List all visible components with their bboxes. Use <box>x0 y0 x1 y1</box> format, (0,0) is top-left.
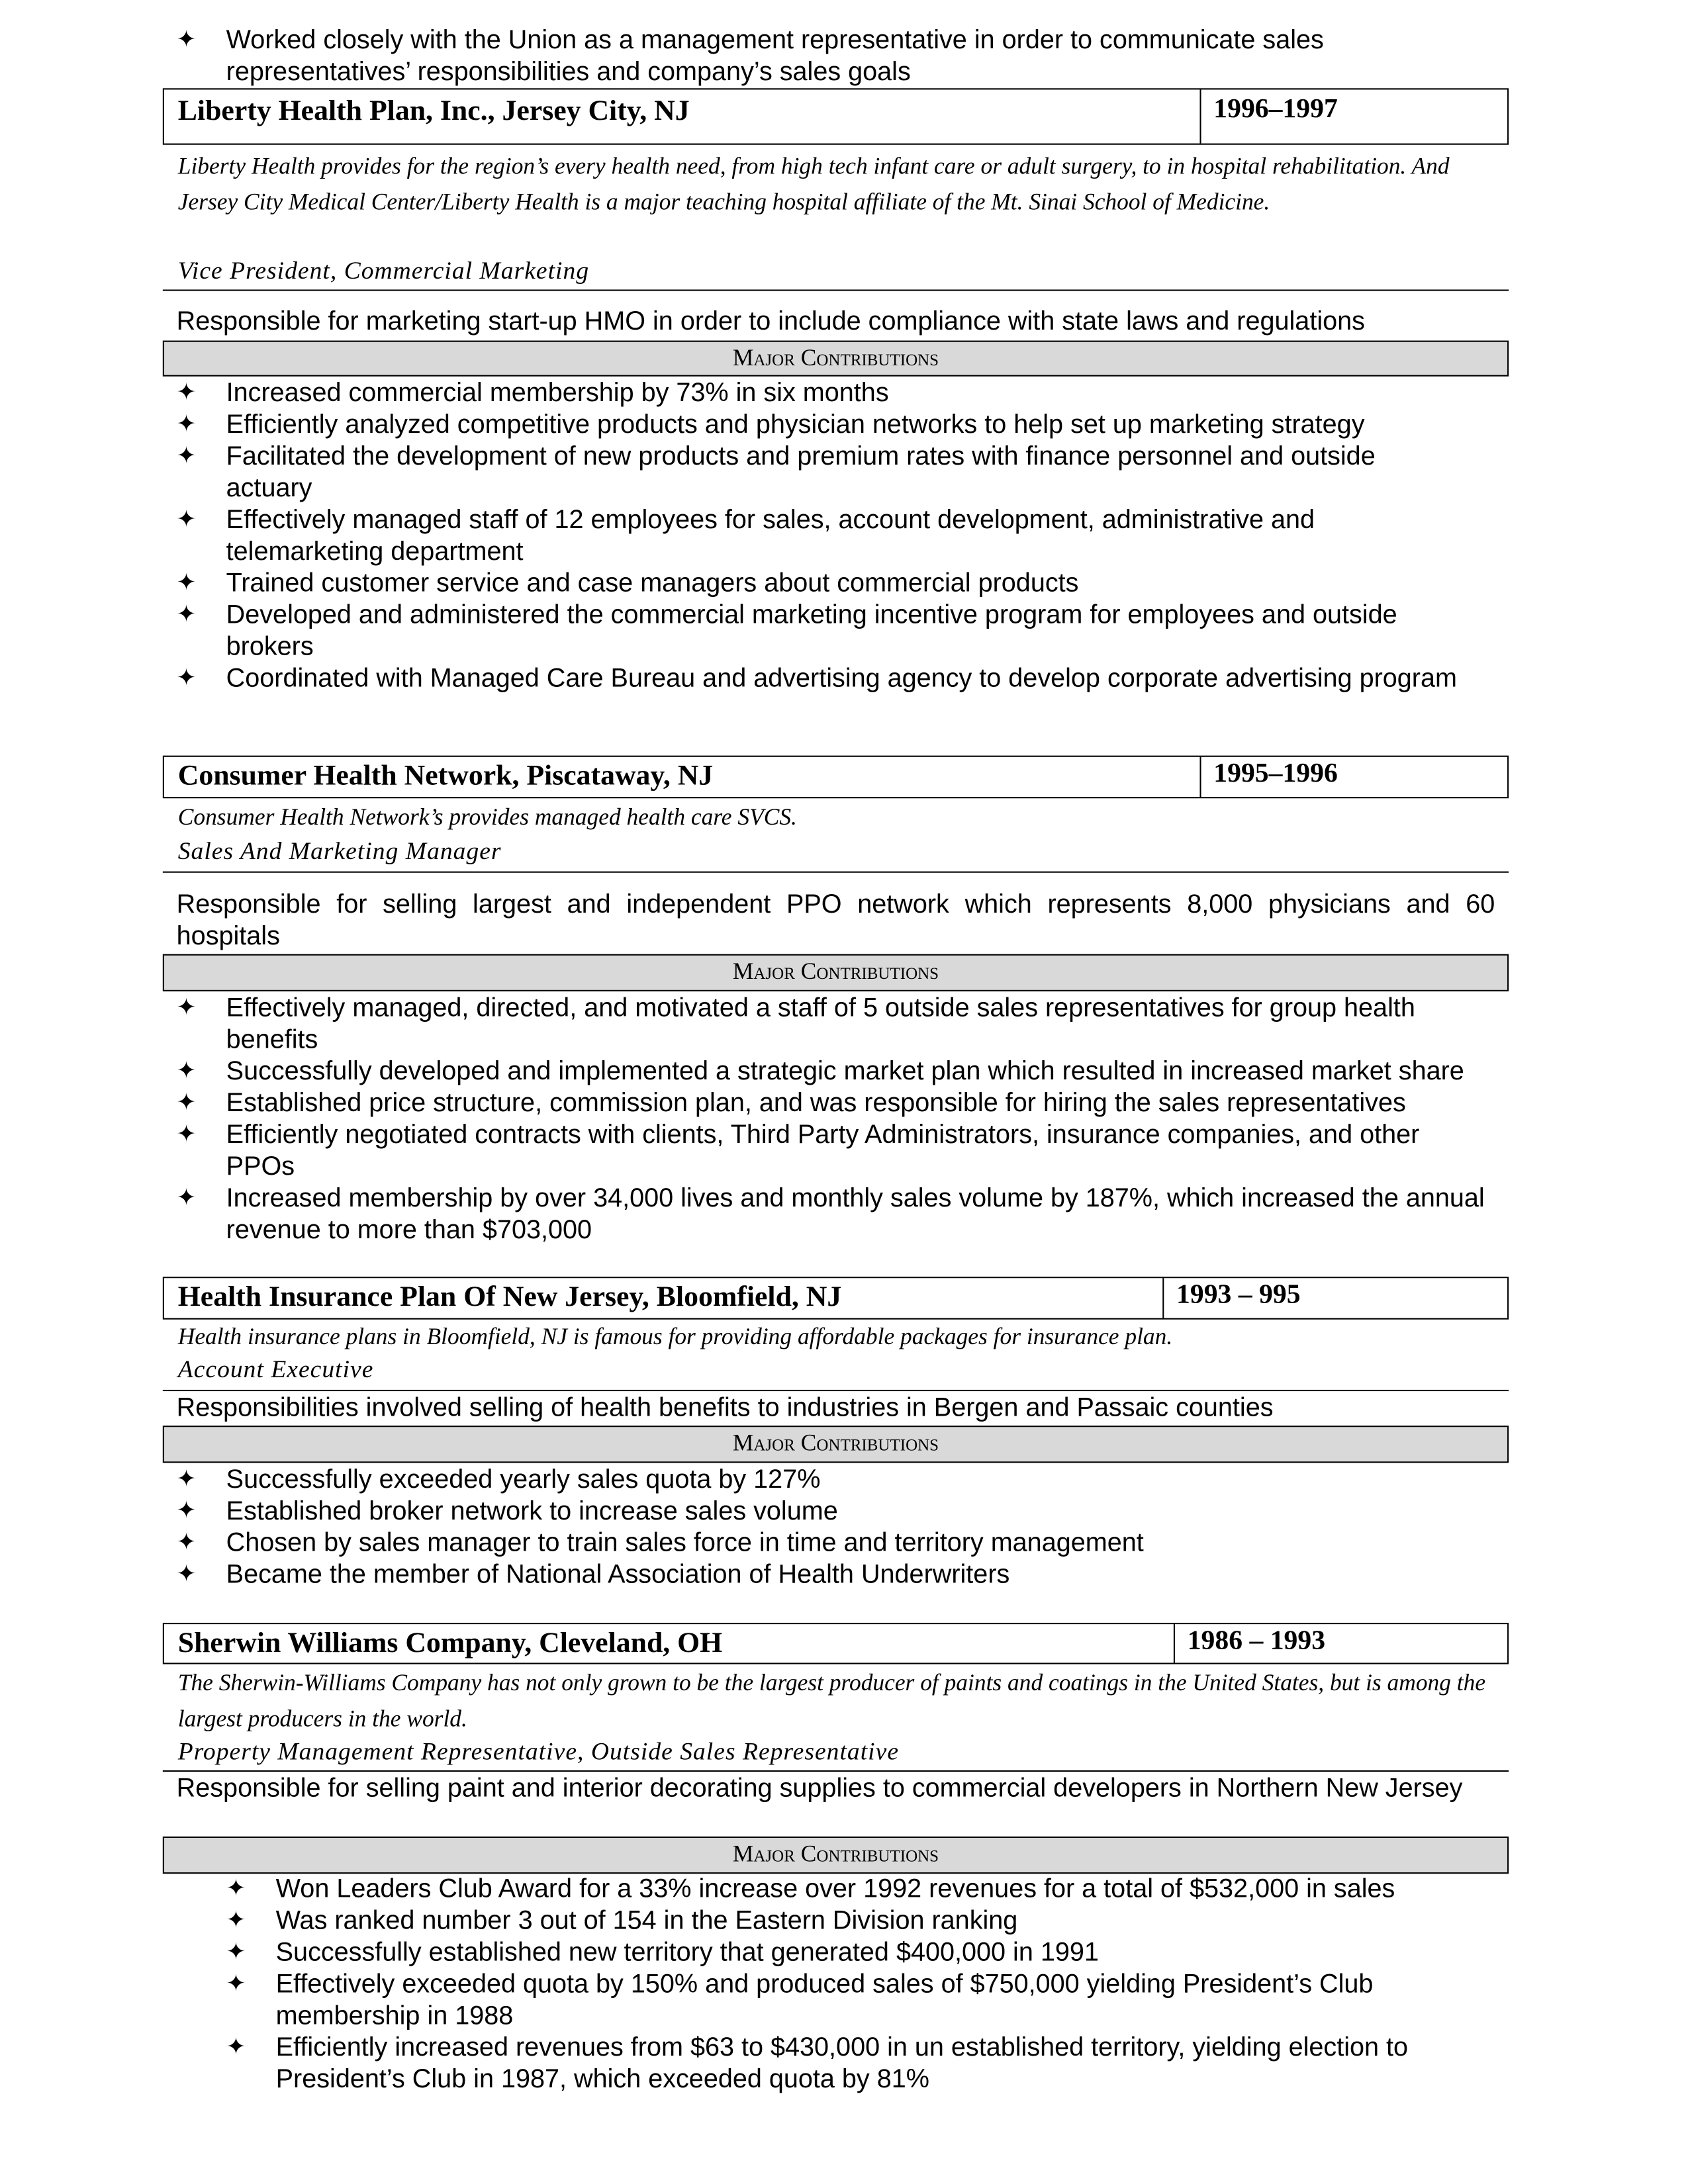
bullet-icon: ✦ <box>176 1184 197 1212</box>
company-name: Health Insurance Plan Of New Jersey, Bloomfield, NJ <box>177 1279 842 1313</box>
list-item: Chosen by sales manager to train sales force in time and territory management <box>226 1529 1144 1559</box>
company-description: The Sherwin-Williams Company has not only grown to be the largest producer of paints and coatings in the United States, but is among the largest producers in the world. <box>177 1669 1486 1731</box>
employment-dates: 1993 – 995 <box>1176 1279 1301 1310</box>
bullet-icon: ✦ <box>226 2033 246 2062</box>
list-item: Successfully exceeded yearly sales quota by 127% <box>226 1465 821 1495</box>
bullet-icon: ✦ <box>176 506 197 534</box>
job-title: Property Management Representative, Outside Sales Representative <box>177 1737 900 1765</box>
list-item: Coordinated with Managed Care Bureau and advertising agency to develop corporate advertising program <box>226 664 1457 694</box>
job-header-box <box>163 1623 1509 1664</box>
employment-dates: 1996–1997 <box>1213 93 1338 124</box>
responsibility: Responsible for selling paint and interior decorating supplies to commercial developers in Northern New Jersey <box>176 1774 1463 1803</box>
list-item: Increased membership by over 34,000 lives and monthly sales volume by 187%, which increased the annual revenue to more than $703,000 <box>226 1184 1485 1246</box>
column-divider <box>1162 1278 1164 1318</box>
list-item: Facilitated the development of new products and premium rates with finance personnel and outside actuary <box>226 442 1376 504</box>
list-item: Developed and administered the commercial marketing incentive program for employees and outside brokers <box>226 601 1397 662</box>
major-contributions-header: Major Contributions <box>163 1837 1509 1874</box>
bullet-icon: ✦ <box>176 569 197 598</box>
bullet-icon: ✦ <box>176 1089 197 1117</box>
bullet-icon: ✦ <box>226 1875 246 1903</box>
list-item: Increased commercial membership by 73% in six months <box>226 379 889 408</box>
bullet-icon: ✦ <box>176 26 197 54</box>
bullet-icon: ✦ <box>176 1497 197 1525</box>
list-item: Efficiently negotiated contracts with clients, Third Party Administrators, insurance companies, and other PPOs <box>226 1120 1420 1182</box>
company-name: Sherwin Williams Company, Cleveland, OH <box>177 1625 723 1659</box>
divider <box>163 872 1509 873</box>
divider <box>163 1770 1509 1772</box>
bullet-icon: ✦ <box>176 1561 197 1588</box>
responsibility: Responsibilities involved selling of health benefits to industries in Bergen and Passaic counties <box>176 1394 1274 1423</box>
list-item: Trained customer service and case managers about commercial products <box>226 569 1079 599</box>
list-item: Effectively exceeded quota by 150% and produced sales of $750,000 yielding President’s Club membership in 1988 <box>275 1970 1374 2031</box>
column-divider <box>1174 1624 1175 1662</box>
list-item: Became the member of National Association of Health Underwriters <box>226 1561 1010 1590</box>
responsibility: Responsible for selling largest and independent PPO network which represents 8,000 physicians and 60 hospitals <box>176 890 1495 952</box>
list-item: Worked closely with the Union as a management representative in order to communicate sales representatives’ responsibilities and company’s sales goals <box>226 26 1324 87</box>
column-divider <box>1199 757 1201 797</box>
company-description: Liberty Health provides for the region’s every health need, from high tech infant care or adult surgery, to in hospital rehabilitation. And Jersey City Medical Center/Liberty Health is a major teaching hospital affiliate of the Mt. Sinai School of Medicine. <box>177 153 1450 214</box>
bullet-icon: ✦ <box>176 1529 197 1557</box>
company-name: Liberty Health Plan, Inc., Jersey City, NJ <box>177 93 690 127</box>
divider <box>163 289 1509 291</box>
bullet-icon: ✦ <box>176 1120 197 1149</box>
divider <box>163 1390 1509 1391</box>
list-item: Efficiently analyzed competitive products and physician networks to help set up marketing strategy <box>226 410 1365 440</box>
bullet-icon: ✦ <box>176 410 197 439</box>
job-header-box <box>163 88 1509 144</box>
bullet-icon: ✦ <box>176 601 197 629</box>
job-header-box <box>163 1277 1509 1320</box>
bullet-icon: ✦ <box>226 1907 246 1934</box>
bullet-icon: ✦ <box>176 379 197 407</box>
list-item: Effectively managed, directed, and motivated a staff of 5 outside sales representatives for group health benefits <box>226 994 1415 1055</box>
major-contributions-header: Major Contributions <box>163 1426 1509 1463</box>
list-item: Efficiently increased revenues from $63 to $430,000 in un established territory, yielding election to President’s Club in 1987, which exceeded quota by 81% <box>275 2033 1409 2095</box>
company-name: Consumer Health Network, Piscataway, NJ <box>177 758 714 792</box>
bullet-icon: ✦ <box>176 664 197 692</box>
list-item: Successfully developed and implemented a strategic market plan which resulted in increased market share <box>226 1057 1464 1087</box>
job-title: Vice President, Commercial Marketing <box>177 256 590 285</box>
major-contributions-header: Major Contributions <box>163 954 1509 991</box>
company-description: Consumer Health Network’s provides managed health care SVCS. <box>177 803 797 831</box>
bullet-icon: ✦ <box>176 1057 197 1085</box>
list-item: Was ranked number 3 out of 154 in the Eastern Division ranking <box>275 1907 1018 1936</box>
job-title: Sales And Marketing Manager <box>177 837 502 865</box>
list-item: Won Leaders Club Award for a 33% increase over 1992 revenues for a total of $532,000 in sales <box>275 1875 1395 1905</box>
company-description: Health insurance plans in Bloomfield, NJ is famous for providing affordable packages for insurance plan. <box>177 1323 1173 1350</box>
list-item: Established price structure, commission plan, and was responsible for hiring the sales representatives <box>226 1089 1406 1118</box>
list-item: Successfully established new territory that generated $400,000 in 1991 <box>275 1938 1099 1968</box>
responsibility: Responsible for marketing start-up HMO in order to include compliance with state laws and regulations <box>176 307 1365 337</box>
bullet-icon: ✦ <box>226 1938 246 1966</box>
employment-dates: 1986 – 1993 <box>1187 1625 1326 1657</box>
list-item: Effectively managed staff of 12 employees for sales, account development, administrative and telemarketing department <box>226 506 1315 567</box>
job-header-box <box>163 756 1509 799</box>
bullet-icon: ✦ <box>176 1465 197 1494</box>
employment-dates: 1995–1996 <box>1213 758 1338 789</box>
job-title: Account Executive <box>177 1355 374 1383</box>
bullet-icon: ✦ <box>226 1970 246 1998</box>
bullet-icon: ✦ <box>176 442 197 471</box>
column-divider <box>1199 89 1201 143</box>
major-contributions-header: Major Contributions <box>163 341 1509 377</box>
list-item: Established broker network to increase sales volume <box>226 1497 838 1527</box>
bullet-icon: ✦ <box>176 994 197 1022</box>
